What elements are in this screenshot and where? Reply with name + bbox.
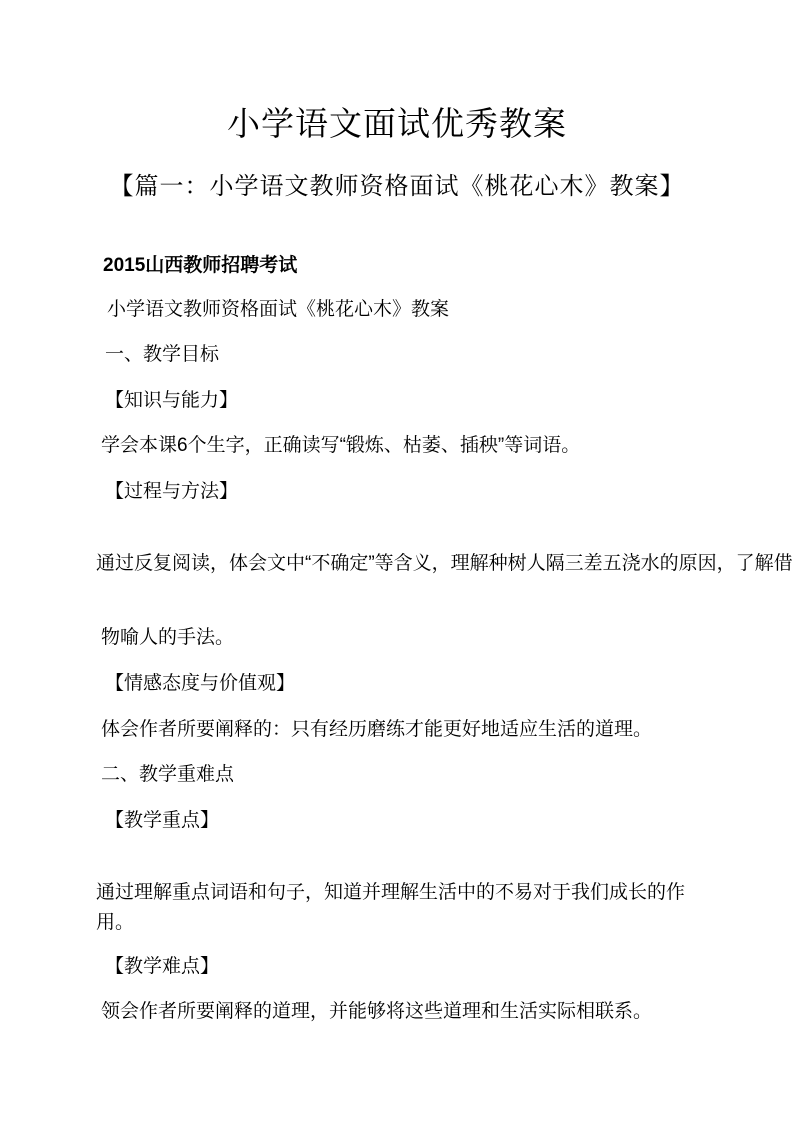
section-heading-objectives: 一、教学目标	[105, 344, 220, 365]
document-subtitle: 【篇一：小学语文教师资格面试《桃花心木》教案】	[109, 172, 685, 200]
lesson-plan-heading: 小学语文教师资格面试《桃花心木》教案	[107, 299, 450, 320]
subheading-knowledge: 【知识与能力】	[105, 390, 239, 411]
paragraph-process: 通过反复阅读，体会文中“不确定”等含义，理解种树人隔三差五浇水的原因，了解借	[96, 553, 793, 574]
subheading-key-point: 【教学重点】	[105, 810, 220, 831]
subheading-process: 【过程与方法】	[105, 481, 239, 502]
subheading-difficult-point: 【教学难点】	[105, 956, 220, 977]
paragraph-key-point: 通过理解重点词语和句子，知道并理解生活中的不易对于我们成长的作用。	[96, 882, 686, 933]
paragraph-process-continued: 物喻人的手法。	[101, 627, 235, 648]
paragraph-knowledge: 学会本课6个生字，正确读写“锻炼、枯萎、插秧”等词语。	[101, 435, 581, 456]
paragraph-difficult-point: 领会作者所要阐释的道理，并能够将这些道理和生活实际相联系。	[101, 1001, 653, 1022]
subheading-values: 【情感态度与价值观】	[105, 673, 296, 694]
section-heading-key-points: 二、教学重难点	[101, 764, 235, 785]
paragraph-values: 体会作者所要阐释的：只有经历磨练才能更好地适应生活的道理。	[101, 719, 653, 740]
exam-heading: 2015山西教师招聘考试	[103, 255, 298, 276]
document-title: 小学语文面试优秀教案	[227, 104, 567, 143]
